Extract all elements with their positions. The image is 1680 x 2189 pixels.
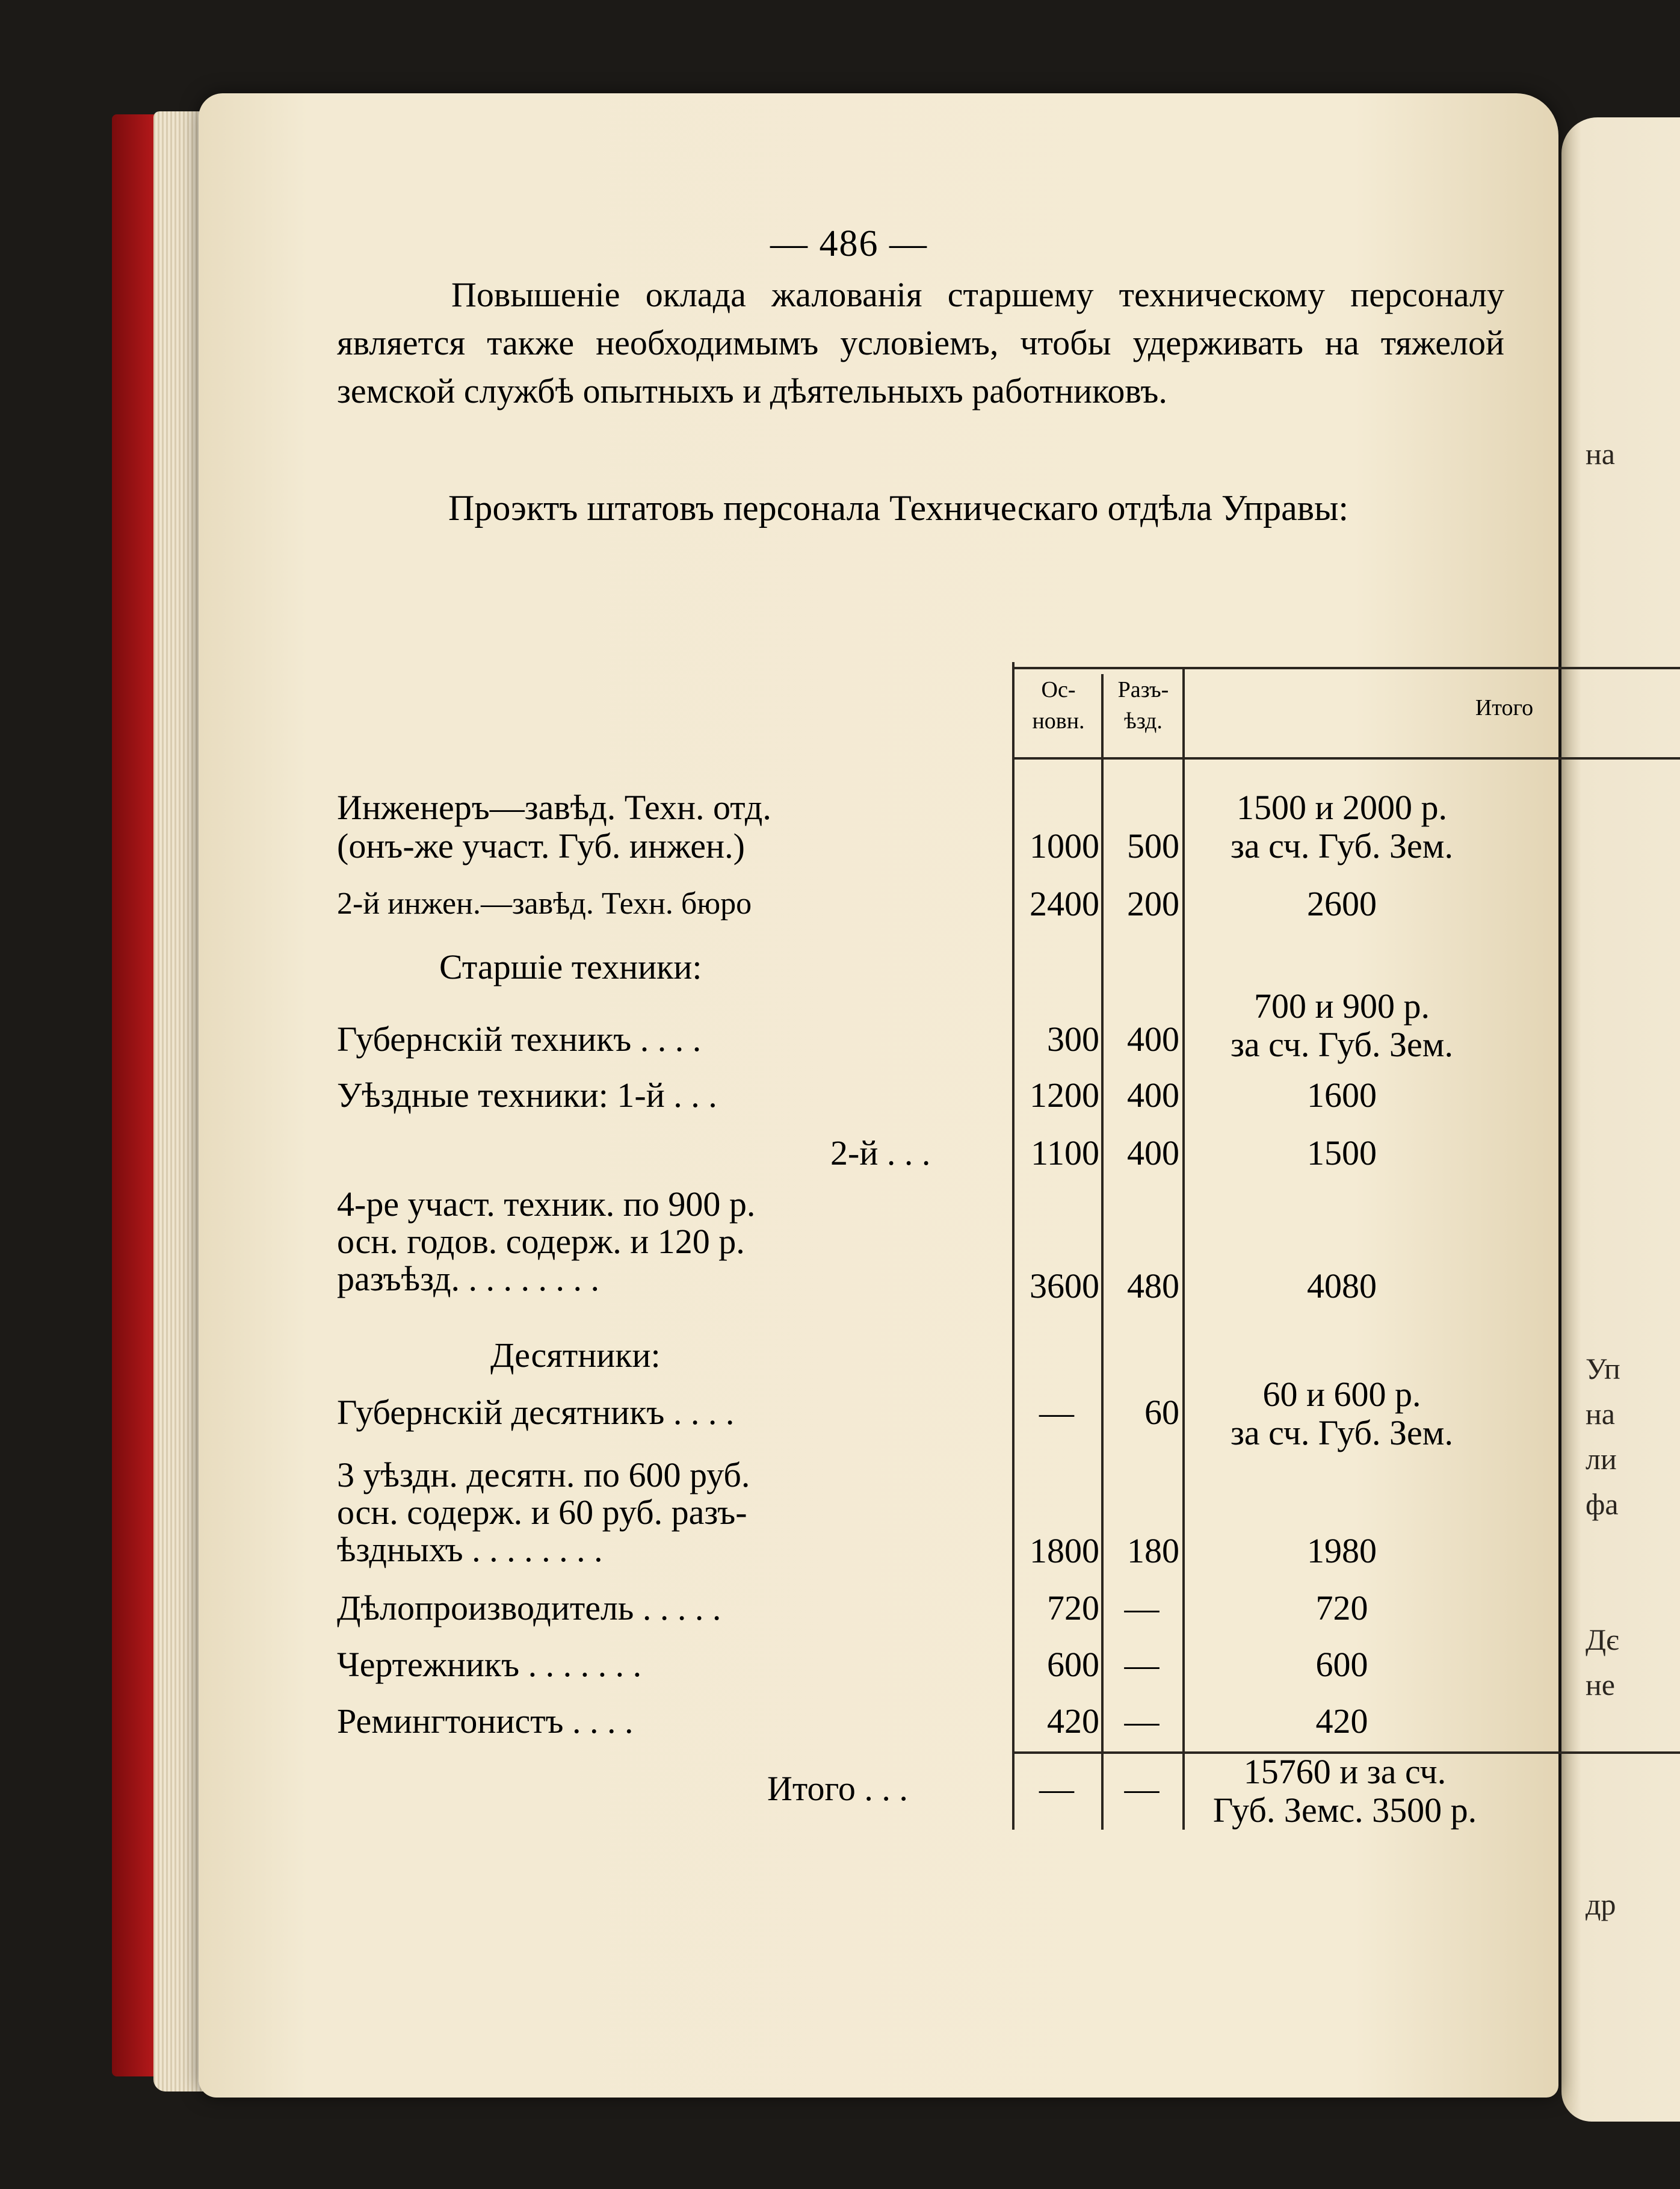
cell-razd: 500 (1127, 826, 1179, 865)
next-page-fragment: др (1586, 1887, 1616, 1921)
cell-osn: 1100 (1031, 1133, 1099, 1172)
table-caption: Проэктъ штатовъ персонала Техническаго отдѣла Управы: (448, 488, 1349, 528)
cell-osn: 1000 (1030, 826, 1099, 865)
header-top-rule (1014, 667, 1680, 669)
header-razd: Разъ- ѣзд. (1117, 677, 1169, 734)
total-razd: — (1124, 1769, 1160, 1808)
header-bottom-rule (1014, 757, 1680, 760)
next-page-fragment: Дє (1586, 1623, 1619, 1656)
section-heading: Десятники: (490, 1336, 661, 1375)
cell-razd: — (1124, 1588, 1160, 1627)
cell-osn: 3600 (1030, 1266, 1099, 1305)
row-label: Дѣлопроизводитель . . . . . (337, 1588, 721, 1627)
staff-table (337, 662, 1534, 1842)
cell-itogo: 420 (1315, 1701, 1368, 1741)
cell-razd: 200 (1127, 884, 1179, 923)
cell-osn: — (1039, 1393, 1074, 1432)
next-page-fragment: на (1586, 437, 1615, 471)
body-paragraph: Повышеніе оклада жалованія старшему техническому персоналу является также необходимымъ условіемъ, чтобы удерживать на тяжелой земской службѣ опытныхъ и дѣятельныхъ работниковъ. (337, 275, 1504, 410)
cell-itogo: 720 (1315, 1588, 1368, 1627)
cell-itogo: 1500 и 2000 р. за сч. Губ. Зем. (1231, 788, 1453, 865)
row-label: Чертежникъ . . . . . . . (337, 1645, 642, 1684)
row-label: Губернскій десятникъ . . . . (337, 1393, 735, 1432)
total-itogo: 15760 и за сч. Губ. Земс. 3500 р. (1212, 1752, 1477, 1830)
row-label: 4-ре участ. техник. по 900 р. осн. годов. содерж. и 120 р. разъѣзд. . . . . . . . . (337, 1184, 756, 1298)
cell-osn: 600 (1047, 1645, 1099, 1684)
cell-itogo: 2600 (1307, 884, 1377, 923)
cell-osn: 1800 (1030, 1531, 1099, 1570)
row-label: 3 уѣздн. десятн. по 600 руб. осн. содерж. и 60 руб. разъ- ѣздныхъ . . . . . . . . (337, 1455, 750, 1569)
next-page-fragment: на (1586, 1397, 1615, 1431)
row-label: Уѣздные техники: 1-й . . . (337, 1076, 717, 1115)
header-itogo: Итого (1475, 695, 1534, 720)
cell-razd: 60 (1144, 1393, 1179, 1432)
cell-osn: 720 (1047, 1588, 1099, 1627)
cell-osn: 420 (1047, 1701, 1099, 1741)
cell-osn: 1200 (1030, 1076, 1099, 1115)
next-page-fragment: не (1586, 1668, 1615, 1701)
cell-razd: 400 (1127, 1133, 1179, 1172)
section-heading: Старшіе техники: (439, 947, 702, 986)
cell-razd: — (1124, 1645, 1160, 1684)
row-label: Инженеръ—завѣд. Техн. отд. (онъ-же участ. Губ. инжен.) (337, 788, 771, 865)
cell-itogo: 1600 (1307, 1076, 1377, 1115)
cell-osn: 300 (1047, 1020, 1099, 1059)
cell-itogo: 4080 (1307, 1266, 1377, 1305)
next-page (1561, 117, 1680, 2122)
header-osn: Ос- новн. (1032, 677, 1085, 734)
cell-razd: 480 (1127, 1266, 1179, 1305)
next-page-fragment: фа (1586, 1487, 1619, 1521)
cell-razd: 400 (1127, 1076, 1179, 1115)
cell-itogo: 1500 (1307, 1133, 1377, 1172)
cell-itogo: 700 и 900 р. за сч. Губ. Зем. (1231, 986, 1453, 1064)
column-rule (1101, 674, 1104, 1830)
row-label: Ремингтонистъ . . . . (337, 1701, 634, 1741)
cell-itogo: 1980 (1307, 1531, 1377, 1570)
cell-itogo: 600 (1315, 1645, 1368, 1684)
page-number: — 486 — (770, 223, 928, 264)
cell-itogo: 60 и 600 р. за сч. Губ. Зем. (1231, 1375, 1453, 1452)
next-page-fragment: ли (1586, 1442, 1617, 1476)
cell-osn: 2400 (1030, 884, 1099, 923)
row-label: Губернскій техникъ . . . . (337, 1020, 702, 1059)
row-label: 2-й . . . (830, 1133, 931, 1172)
column-rule (1182, 668, 1185, 1830)
total-osn: — (1039, 1769, 1074, 1808)
total-label: Итого . . . (767, 1769, 908, 1808)
cell-razd: 400 (1127, 1020, 1179, 1059)
cell-razd: 180 (1127, 1531, 1179, 1570)
cell-razd: — (1124, 1701, 1160, 1741)
row-label: 2-й инжен.—завѣд. Техн. бюро (337, 887, 752, 921)
next-page-fragment: Уп (1586, 1352, 1620, 1386)
